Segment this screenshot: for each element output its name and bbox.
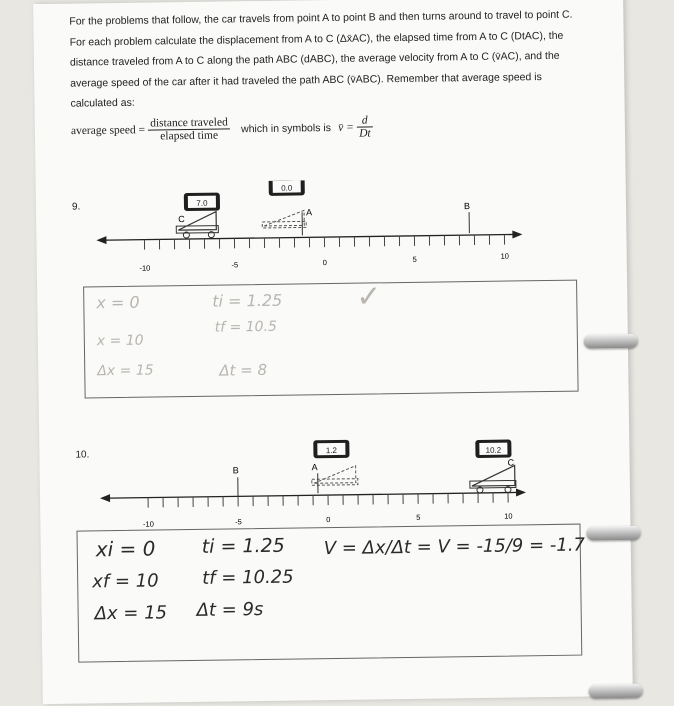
symbol-fraction	[357, 114, 373, 139]
work-dt: Δt = 9s	[196, 599, 263, 621]
clock-10-right: 10.2	[486, 446, 502, 455]
tick-label: -10	[139, 264, 150, 273]
tick-label: 5	[413, 255, 417, 264]
tick-label: 0	[323, 258, 327, 267]
formula-denominator: elapsed time	[148, 129, 230, 142]
label-9-C: C	[178, 214, 185, 224]
tick-label: 5	[416, 513, 420, 522]
faint-work-line: Δx = 15	[97, 363, 154, 380]
problem-9-number-line	[56, 177, 527, 279]
worksheet-page	[33, 0, 633, 704]
tick-label: 10	[504, 512, 512, 521]
label-10-A: A	[312, 462, 318, 472]
symbol-lhs: v̄ =	[338, 121, 354, 133]
faint-work-line: Δt = 8	[219, 361, 267, 380]
clock-10-left: 1.2	[326, 446, 338, 455]
formula-fraction	[148, 116, 230, 142]
check-mark: ✓	[356, 279, 382, 314]
clock-9-right: 0.0	[281, 184, 293, 193]
symbol-numerator: d	[357, 114, 373, 127]
faint-work-line: x = 0	[96, 293, 139, 313]
label-9-B: B	[464, 201, 470, 211]
instructions-paragraph: For the problems that follow, the car travels from point A to point B and then turns around to travel to point C. For each problem calculate the displacement from A to C (Δx̄AC), the elapsed time from A to C (DtAC), the distance traveled from A to C along the path ABC (dABC), the average velocity from A to C (v̄AC), and the average speed of the car after it had traveled the path ABC (v̄ABC). Remember that average speed is calculated as:	[69, 4, 590, 114]
symbol-denominator: Dt	[357, 127, 373, 139]
faint-work-line: ti = 1.25	[212, 291, 282, 311]
formula-middle-text: which in symbols is	[241, 122, 331, 135]
faint-work-line: tf = 10.5	[215, 319, 277, 336]
tick-label: -5	[235, 517, 242, 526]
label-10-B: B	[233, 465, 239, 475]
work-dx: Δx = 15	[95, 602, 168, 624]
work-ti: ti = 1.25	[202, 535, 285, 558]
average-speed-formula	[71, 111, 592, 158]
problem-9-answer-box	[83, 280, 579, 399]
problem-10-answer-box	[76, 524, 582, 663]
tick-label: 0	[326, 515, 330, 524]
label-10-C: C	[508, 457, 515, 467]
tick-label: 10	[500, 252, 508, 261]
formula-lhs: average speed =	[71, 124, 145, 137]
problem-10-number: 10.	[75, 449, 89, 460]
binder-ring	[589, 684, 643, 699]
faint-work-line: x = 10	[97, 333, 144, 350]
work-velocity: V = Δx/Δt = V = -15/9 = -1.7	[324, 535, 585, 560]
binder-ring	[586, 526, 640, 541]
problem-10-number-line	[59, 435, 530, 537]
binder-ring	[584, 334, 638, 349]
label-9-A: A	[306, 207, 312, 217]
clock-9-left: 7.0	[196, 199, 208, 208]
problem-9-number: 9.	[72, 202, 80, 213]
tick-label: -5	[231, 260, 238, 269]
work-tf: tf = 10.25	[202, 567, 294, 589]
formula-numerator: distance traveled	[148, 116, 230, 130]
tick-label: -10	[143, 520, 154, 529]
work-xi: xi = 0	[96, 537, 156, 562]
work-xf: xf = 10	[92, 570, 159, 592]
